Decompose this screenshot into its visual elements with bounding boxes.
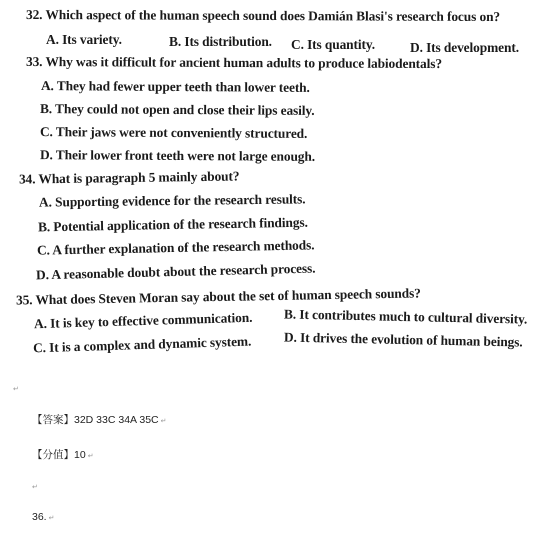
question-34-option-a: A. Supporting evidence for the research results. bbox=[38, 191, 306, 210]
next-question-line bbox=[32, 512, 54, 523]
answer-text: 【答案】32D 33C 34A 35C bbox=[32, 414, 159, 426]
question-33-option-a: A. They had fewer upper teeth than lower teeth. bbox=[40, 78, 310, 95]
question-33-option-c: C. Their jaws were not conveniently structured. bbox=[39, 124, 308, 141]
question-number: 35. bbox=[15, 292, 33, 308]
paragraph-mark: ↵ bbox=[13, 386, 19, 393]
question-number: 32. bbox=[25, 6, 43, 23]
question-text: What does Steven Moran say about the set of human speech sounds? bbox=[35, 285, 421, 308]
score-line bbox=[32, 450, 94, 461]
question-32-option-d: D. Its development. bbox=[410, 40, 519, 55]
paragraph-mark: ↵ bbox=[87, 453, 94, 460]
question-32-option-b: B. Its distribution. bbox=[169, 34, 272, 49]
question-34-option-d: D. A reasonable doubt about the research process. bbox=[35, 260, 316, 283]
answer-line bbox=[32, 415, 167, 426]
question-33-stem bbox=[26, 55, 442, 71]
question-35-option-b: B. It contributes much to cultural diversity. bbox=[283, 306, 528, 327]
question-text: Why was it difficult for ancient human adults to produce labiodentals? bbox=[45, 54, 443, 72]
question-32-stem bbox=[26, 8, 500, 23]
question-34-option-c: C. A further explanation of the research methods. bbox=[36, 237, 315, 258]
question-32-option-a: A. Its variety. bbox=[46, 32, 122, 47]
question-35-option-d: D. It drives the evolution of human beings. bbox=[283, 329, 523, 350]
question-text: Which aspect of the human speech sound does Damián Blasi's research focus on? bbox=[45, 7, 501, 25]
question-34-option-b: B. Potential application of the research findings. bbox=[37, 214, 308, 235]
paragraph-mark: ↵ bbox=[160, 418, 167, 425]
paragraph-mark: ↵ bbox=[32, 484, 38, 491]
next-question-number: 36. bbox=[32, 511, 47, 523]
question-35-stem bbox=[16, 286, 421, 306]
question-33-option-d: D. Their lower front teeth were not large enough. bbox=[39, 147, 316, 164]
question-number: 34. bbox=[18, 171, 36, 187]
question-35-option-a: A. It is key to effective communication. bbox=[33, 309, 253, 332]
question-35-option-c: C. It is a complex and dynamic system. bbox=[32, 333, 252, 356]
question-text: What is paragraph 5 mainly about? bbox=[38, 168, 240, 187]
question-number: 33. bbox=[25, 53, 43, 69]
score-text: 【分值】10 bbox=[32, 449, 86, 461]
question-34-stem bbox=[19, 169, 240, 185]
question-33-option-b: B. They could not open and close their lips easily. bbox=[39, 101, 315, 118]
paragraph-mark: ↵ bbox=[48, 515, 55, 522]
question-32-option-c: C. Its quantity. bbox=[291, 37, 375, 52]
